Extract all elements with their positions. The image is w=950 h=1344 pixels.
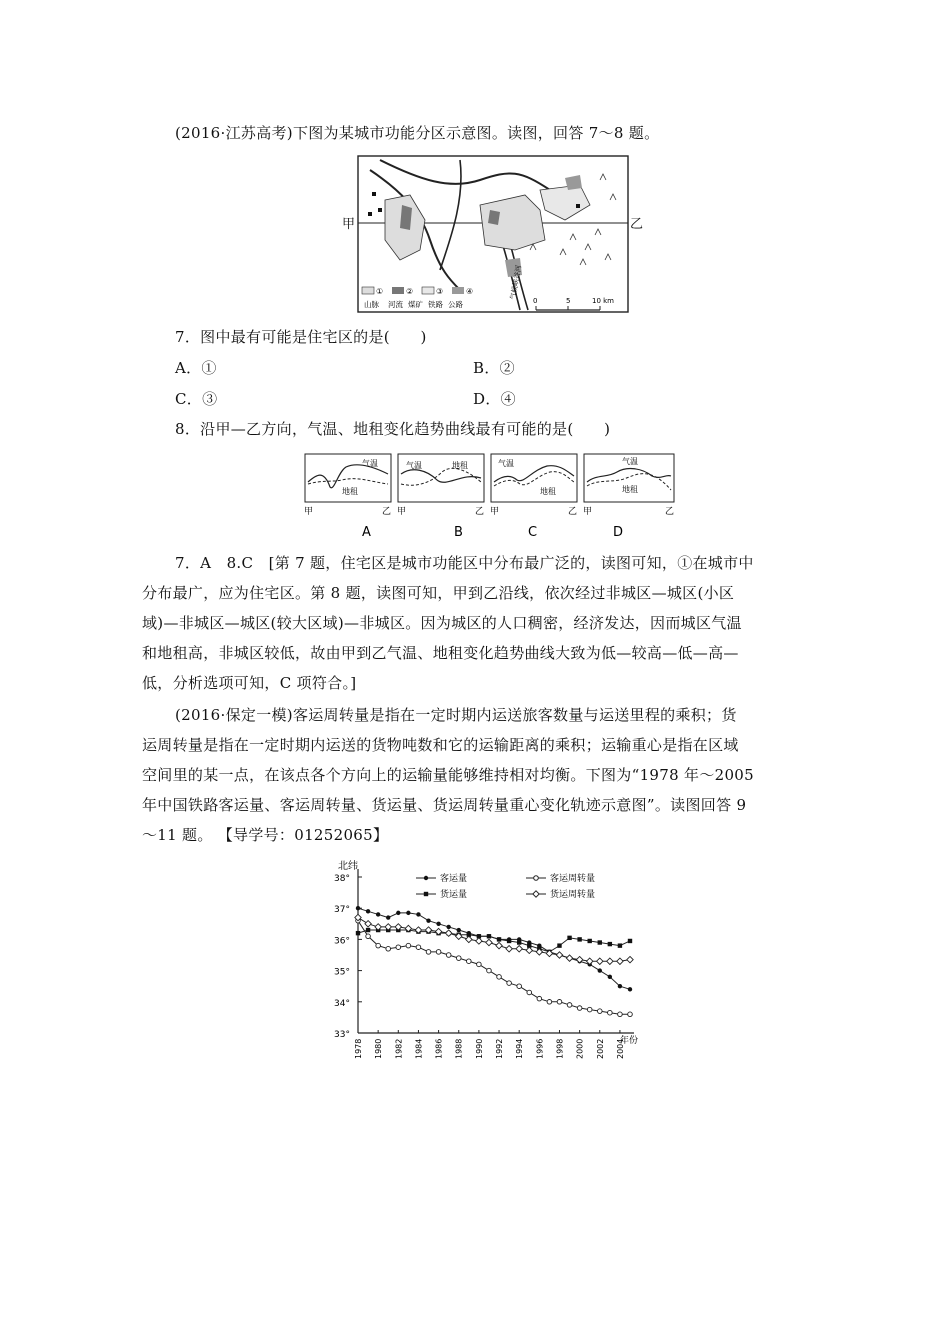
point-keyunliang: [426, 918, 430, 922]
y-tick-label: 37°: [334, 905, 350, 916]
point-keyun-zhouzhuan: [547, 1000, 552, 1005]
point-keyunliang: [436, 922, 440, 926]
point-huoyun-zhouzhuan: [445, 930, 451, 936]
q8-letter-b: B: [454, 525, 463, 540]
point-keyun-zhouzhuan: [597, 1009, 602, 1014]
q8-letter-a: A: [362, 525, 371, 540]
point-keyun-zhouzhuan: [557, 1000, 562, 1005]
point-keyun-zhouzhuan: [537, 996, 542, 1001]
svg-text:③: ③: [436, 287, 444, 296]
point-huoyunliang: [618, 943, 622, 947]
q8-panels-svg: [302, 452, 682, 542]
x-tick-label: 1982: [394, 1038, 404, 1059]
y-tick-label: 35°: [334, 967, 350, 978]
answer-line-3: 域)—非城区—城区(较大区域)—非城区。因为城区的人口稠密，经济发达，因而城区气温: [142, 614, 742, 632]
q7-stem: 7．图中最有可能是住宅区的是( ): [175, 328, 427, 346]
x-tick-label: 2004: [615, 1038, 625, 1059]
legend-marker-1: [534, 876, 539, 881]
svg-text:5: 5: [566, 297, 571, 305]
q8-option-panels: [302, 452, 682, 542]
point-keyunliang: [396, 911, 400, 915]
point-huoyun-zhouzhuan: [516, 946, 522, 952]
x-tick-label: 1978: [354, 1038, 363, 1059]
legend-label-2: 货运量: [440, 890, 468, 900]
city-map-svg: [340, 150, 644, 320]
svg-text:10 km: 10 km: [592, 297, 615, 305]
svg-text:①: ①: [376, 287, 384, 296]
svg-text:乙: 乙: [665, 507, 675, 517]
q7-8-intro: (2016·江苏高考)下图为某城市功能分区示意图。读图，回答 7～8 题。: [175, 124, 660, 142]
point-keyun-zhouzhuan: [386, 946, 391, 951]
x-tick-label: 1994: [515, 1038, 525, 1059]
label-yi: 乙: [630, 217, 644, 232]
point-huoyun-zhouzhuan: [476, 938, 482, 944]
point-huoyunliang: [608, 942, 612, 946]
x-tick-label: 1990: [474, 1038, 484, 1059]
point-huoyun-zhouzhuan: [385, 924, 391, 930]
legend-marker-3: [533, 891, 539, 897]
point-keyun-zhouzhuan: [517, 984, 522, 989]
svg-text:煤矿: 煤矿: [408, 300, 423, 309]
point-keyun-zhouzhuan: [406, 943, 411, 948]
x-tick-label: 1980: [374, 1038, 384, 1059]
q8-panel-b[interactable]: [397, 454, 484, 517]
point-keyun-zhouzhuan: [487, 968, 492, 973]
x-tick-label: 2002: [595, 1038, 605, 1059]
point-huoyun-zhouzhuan: [375, 924, 381, 930]
y-tick-label: 33°: [334, 1030, 350, 1040]
svg-text:地租: 地租: [540, 487, 556, 496]
point-keyun-zhouzhuan: [366, 934, 371, 939]
svg-text:地租: 地租: [622, 485, 638, 494]
q9-11-intro-3: 空间里的某一点，在该点各个方向上的运输量能够维持相对均衡。下图为“1978 年～2005: [142, 766, 754, 784]
legend-marker-2: [424, 892, 428, 896]
y-tick-label: 34°: [334, 998, 350, 1009]
point-keyun-zhouzhuan: [456, 956, 461, 961]
point-huoyunliang: [588, 939, 592, 943]
railway-gravity-chart: [330, 855, 650, 1059]
point-keyunliang: [366, 909, 370, 913]
legend-label-0: 客运量: [440, 874, 468, 884]
point-huoyun-zhouzhuan: [566, 955, 572, 961]
q9-11-intro-4: 年中国铁路客运量、客运周转量、货运量、货运周转量重心变化轨迹示意图”。读图回答 9: [142, 796, 747, 814]
point-huoyunliang: [366, 928, 370, 932]
point-keyunliang: [356, 906, 360, 910]
point-huoyun-zhouzhuan: [526, 947, 532, 953]
svg-text:地租: 地租: [452, 461, 468, 470]
point-huoyun-zhouzhuan: [556, 952, 562, 958]
point-huoyun-zhouzhuan: [486, 939, 492, 945]
q8-stem: 8．沿甲—乙方向，气温、地租变化趋势曲线最有可能的是( ): [175, 420, 611, 438]
point-keyun-zhouzhuan: [567, 1003, 572, 1008]
x-tick-label: 1998: [555, 1038, 565, 1059]
point-huoyun-zhouzhuan: [435, 928, 441, 934]
svg-text:气温: 气温: [406, 461, 422, 470]
svg-text:④: ④: [466, 287, 474, 296]
svg-text:铁路: 铁路: [428, 300, 443, 309]
point-keyunliang: [406, 911, 410, 915]
point-keyun-zhouzhuan: [618, 1012, 623, 1017]
railway-chart-svg: [330, 855, 650, 1059]
q8-panel-c[interactable]: [490, 454, 577, 517]
point-huoyun-zhouzhuan: [415, 927, 421, 933]
point-huoyun-zhouzhuan: [506, 946, 512, 952]
point-keyun-zhouzhuan: [608, 1010, 613, 1015]
point-huoyun-zhouzhuan: [627, 956, 633, 962]
point-keyunliang: [628, 987, 632, 991]
svg-text:地租: 地租: [342, 487, 358, 496]
series-line-1: [358, 921, 630, 1015]
point-keyunliang: [457, 928, 461, 932]
legend-label-1: 客运周转量: [550, 874, 596, 884]
point-keyun-zhouzhuan: [497, 975, 502, 980]
answer-line-1: 7．A 8.C [第 7 题，住宅区是城市功能区中分布最广泛的，读图可知，①在城市中: [175, 554, 754, 572]
y-tick-label: 36°: [334, 936, 350, 947]
point-keyun-zhouzhuan: [446, 953, 451, 958]
answer-line-5: 低，分析选项可知，C 项符合。]: [142, 674, 357, 692]
q7-option-a[interactable]: A．①: [175, 359, 217, 377]
city-function-map: [340, 150, 644, 320]
zone-2b: [488, 210, 500, 225]
point-huoyun-zhouzhuan: [395, 924, 401, 930]
point-keyun-zhouzhuan: [426, 950, 431, 955]
point-huoyunliang: [517, 940, 521, 944]
svg-text:气温: 气温: [622, 457, 638, 466]
river-name: 气候峡谷河: [509, 264, 524, 301]
point-huoyunliang: [577, 937, 581, 941]
svg-text:甲: 甲: [304, 507, 314, 517]
point-keyunliang: [416, 912, 420, 916]
point-huoyun-zhouzhuan: [496, 942, 502, 948]
q8-panel-a[interactable]: [304, 454, 391, 517]
y-tick-label: 38°: [334, 874, 350, 884]
answer-line-2: 分布最广，应为住宅区。第 8 题，读图可知，甲到乙沿线，依次经过非城区—城区(小区: [142, 584, 735, 602]
svg-text:甲: 甲: [490, 507, 500, 517]
point-keyun-zhouzhuan: [477, 962, 482, 967]
point-keyunliang: [618, 984, 622, 988]
point-keyun-zhouzhuan: [628, 1012, 633, 1017]
x-tick-label: 1986: [434, 1038, 444, 1059]
svg-text:0: 0: [533, 297, 538, 305]
point-keyunliang: [446, 925, 450, 929]
chart-ylabel: 北纬: [338, 861, 358, 872]
point-keyun-zhouzhuan: [416, 945, 421, 950]
legend-label-3: 货运周转量: [550, 890, 596, 900]
svg-text:乙: 乙: [568, 507, 578, 517]
point-keyunliang: [386, 915, 390, 919]
x-tick-label: 1996: [535, 1038, 545, 1059]
svg-text:山脉: 山脉: [364, 300, 379, 309]
zone-2: [400, 205, 412, 230]
point-huoyunliang: [497, 937, 501, 941]
svg-text:甲: 甲: [397, 507, 407, 517]
svg-text:②: ②: [406, 287, 414, 296]
point-keyun-zhouzhuan: [507, 981, 512, 986]
q9-11-intro-1: (2016·保定一模)客运周转量是指在一定时期内运送旅客数量与运送里程的乘积；货: [175, 706, 737, 724]
q7-option-d[interactable]: D．④: [473, 390, 516, 408]
point-keyun-zhouzhuan: [587, 1007, 592, 1012]
point-keyun-zhouzhuan: [376, 943, 381, 948]
x-tick-label: 1988: [454, 1038, 464, 1059]
answer-line-4: 和地租高，非城区较低，故由甲到乙气温、地租变化趋势曲线大致为低—较高—低—高—: [142, 644, 739, 662]
point-huoyunliang: [507, 939, 511, 943]
point-keyun-zhouzhuan: [467, 959, 472, 964]
svg-text:甲: 甲: [583, 507, 593, 517]
point-keyunliang: [598, 968, 602, 972]
point-huoyun-zhouzhuan: [365, 921, 371, 927]
point-keyun-zhouzhuan: [436, 950, 441, 955]
q9-11-intro-5: ～11 题。 【导学号：01252065】: [142, 826, 389, 844]
point-keyun-zhouzhuan: [527, 990, 532, 995]
svg-text:乙: 乙: [475, 507, 485, 517]
svg-text:公路: 公路: [448, 300, 463, 309]
point-keyun-zhouzhuan: [577, 1006, 582, 1011]
point-huoyunliang: [356, 931, 360, 935]
point-huoyunliang: [567, 936, 571, 940]
point-huoyunliang: [487, 934, 491, 938]
q7-option-b[interactable]: B．②: [473, 359, 515, 377]
chart-xlabel: 年份: [620, 1036, 639, 1046]
point-keyun-zhouzhuan: [396, 945, 401, 950]
q9-11-intro-2: 运周转量是指在一定时期内运送的货物吨数和它的运输距离的乘积；运输重心是指在区域: [142, 736, 739, 754]
q8-letter-c: C: [528, 525, 538, 540]
label-jia: 甲: [342, 217, 356, 232]
point-huoyun-zhouzhuan: [617, 958, 623, 964]
q7-option-c[interactable]: C．③: [175, 390, 218, 408]
x-tick-label: 1992: [495, 1038, 505, 1059]
legend-marker-0: [424, 876, 428, 880]
point-keyunliang: [376, 912, 380, 916]
point-huoyun-zhouzhuan: [597, 958, 603, 964]
point-huoyunliang: [598, 940, 602, 944]
svg-text:气温: 气温: [362, 459, 378, 468]
x-tick-label: 1984: [414, 1038, 424, 1059]
q8-letter-d: D: [613, 525, 624, 540]
svg-text:乙: 乙: [382, 507, 392, 517]
point-huoyun-zhouzhuan: [607, 958, 613, 964]
point-huoyunliang: [557, 943, 561, 947]
q8-panel-d[interactable]: [583, 454, 674, 517]
svg-text:气温: 气温: [498, 459, 514, 468]
x-tick-label: 2000: [575, 1038, 585, 1059]
point-huoyun-zhouzhuan: [466, 936, 472, 942]
point-huoyunliang: [628, 939, 632, 943]
svg-text:河流: 河流: [388, 300, 403, 309]
point-keyunliang: [608, 975, 612, 979]
